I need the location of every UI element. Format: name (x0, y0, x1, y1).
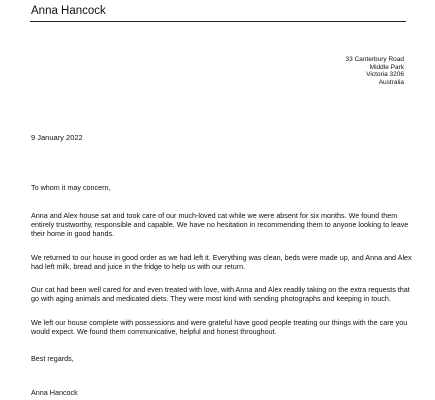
sender-address (345, 56, 404, 86)
closing: Best regards, (31, 354, 74, 363)
address-line: 33 Canterbury Road (345, 56, 404, 63)
greeting: To whom it may concern, (31, 183, 111, 192)
body-paragraph: Our cat had been well cared for and even treated with love, with Anna and Alex readily taking on the extra requests that go with aging animals and medicated diets. They were most kind with sending photographs and keeping in touch. (31, 285, 410, 304)
address-line: Australia (378, 78, 404, 86)
address-line: Middle Park (369, 63, 404, 71)
body-paragraph: Anna and Alex house sat and took care of our much-loved cat while we were absent for six months. We found them entirely trustworthy, responsible and capable. We have no hesitation in recommending them to anyone looking to leave their home in good hands. (31, 211, 409, 239)
letterhead-name: Anna Hancock (31, 5, 106, 17)
address-line: Victoria 3206 (366, 71, 404, 79)
body-paragraph: We returned to our house in good order as we had left it. Everything was clean, beds were made up, and Anna and Alex had left milk, bread and juice in the fridge to help us with our return. (31, 253, 412, 272)
signature-name: Anna Hancock (31, 388, 78, 397)
letter-date: 9 January 2022 (31, 133, 83, 142)
body-paragraph: We left our house complete with possessions and were grateful have good people treating our things with the care you would expect. We found them communicative, helpful and honest throughout. (31, 318, 408, 337)
header-rule (30, 21, 406, 22)
